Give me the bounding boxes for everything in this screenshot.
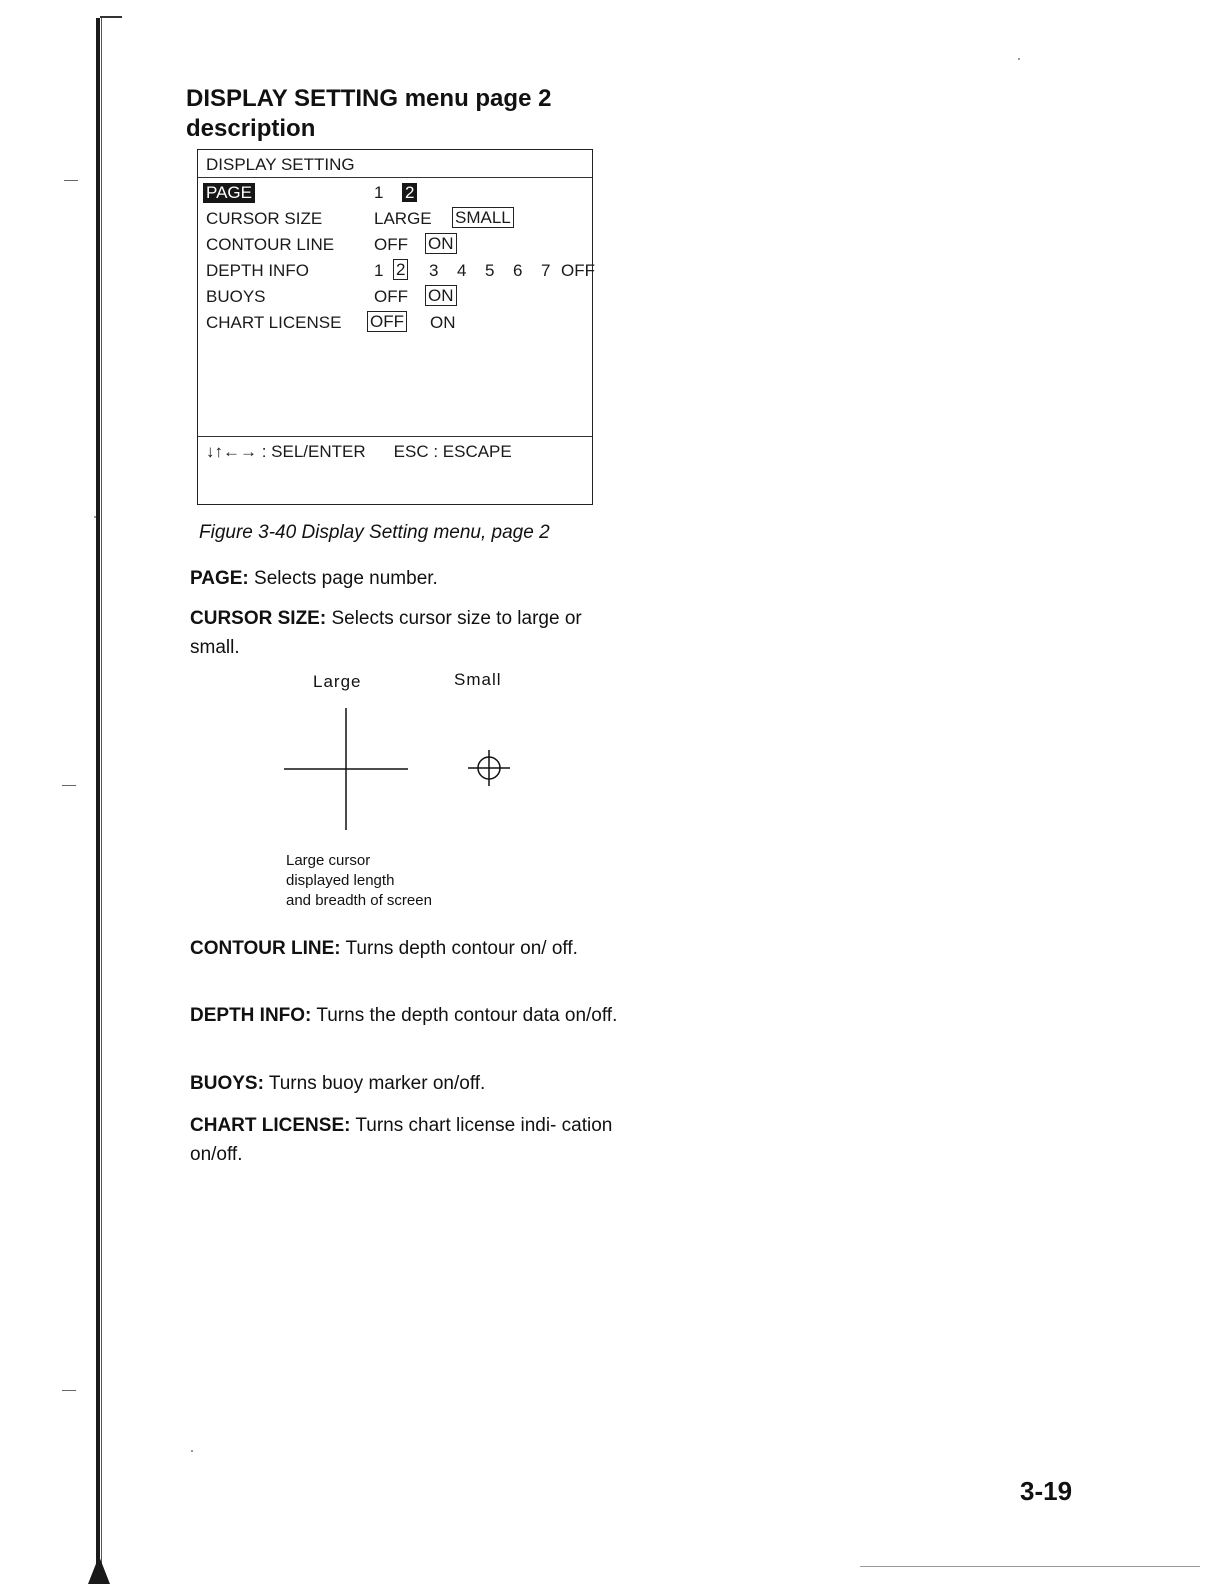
menu-row-label: CHART LICENSE [206,313,342,332]
menu-row-depth-info[interactable] [206,259,594,283]
binding-edge [96,18,100,1570]
description-depth-info [190,1001,620,1030]
cursor-size-illustration [270,700,530,836]
chart-license-option-off[interactable]: OFF [367,311,407,332]
depth-info-option-5[interactable]: 5 [485,261,495,280]
depth-info-option-7[interactable]: 7 [541,261,551,280]
menu-title-divider [198,177,592,178]
menu-row-label: CONTOUR LINE [206,235,335,254]
display-setting-menu [197,149,593,505]
description-text: Turns chart license indi- cation on/off. [190,1115,613,1165]
bottom-edge-line [860,1566,1200,1567]
scan-speck [94,516,96,518]
description-page [190,564,620,593]
depth-info-option-off[interactable]: OFF [561,261,595,280]
description-buoys [190,1069,620,1098]
page-option-1[interactable]: 1 [374,183,384,202]
margin-tick [64,180,78,181]
note-line: and breadth of screen [286,892,432,909]
description-term: CURSOR SIZE: [190,608,327,629]
depth-info-option-1[interactable]: 1 [374,261,384,280]
note-line: Large cursor [286,852,371,869]
page-number: 3-19 [1020,1476,1073,1506]
description-text: Turns depth contour on/ off. [340,938,578,959]
description-term: CONTOUR LINE: [190,938,341,959]
depth-info-option-4[interactable]: 4 [457,261,467,280]
description-chart-license [190,1111,620,1169]
figure-caption: Figure 3-40 Display Setting menu, page 2 [199,522,550,543]
menu-title: DISPLAY SETTING [206,155,355,174]
small-cursor-label: Small [454,670,502,689]
contour-line-option-off[interactable]: OFF [374,235,408,254]
menu-row-label: BUOYS [206,287,266,306]
margin-tick [62,785,76,786]
page-option-2[interactable]: 2 [402,183,417,202]
binding-edge-shadow [101,18,102,1570]
menu-row-label: PAGE [203,183,255,203]
description-text: Selects page number. [248,568,438,589]
margin-tick [62,1390,76,1391]
section-title: DISPLAY SETTING menu page 2 description [186,85,552,142]
contour-line-option-on[interactable]: ON [425,233,457,254]
depth-info-option-3[interactable]: 3 [429,261,439,280]
description-text: Selects cursor size to large or small. [190,608,582,658]
scan-speck [191,1450,193,1452]
depth-info-option-6[interactable]: 6 [513,261,523,280]
large-cursor-note [286,851,432,911]
description-contour-line [190,934,620,963]
buoys-option-off[interactable]: OFF [374,287,408,306]
cursor-size-option-large[interactable]: LARGE [374,209,432,228]
menu-row-cursor-size[interactable] [206,207,594,231]
description-cursor-size [190,604,620,662]
large-cursor-label: Large [313,672,362,691]
description-term: CHART LICENSE: [190,1115,351,1136]
menu-row-contour-line[interactable] [206,233,594,257]
menu-footer-divider [198,436,592,437]
scan-speck [1018,58,1020,60]
binding-notch [88,1556,110,1584]
menu-row-page[interactable] [206,181,594,205]
binding-scuff [100,16,122,48]
buoys-option-on[interactable]: ON [425,285,457,306]
menu-row-label: CURSOR SIZE [206,209,323,228]
depth-info-option-2[interactable]: 2 [393,259,408,280]
description-term: PAGE: [190,568,249,589]
cursor-size-option-small[interactable]: SMALL [452,207,514,228]
menu-row-buoys[interactable] [206,285,594,309]
menu-row-label: DEPTH INFO [206,261,309,280]
menu-footer [206,442,512,462]
note-line: displayed length [286,872,395,889]
description-term: BUOYS: [190,1073,264,1094]
menu-row-chart-license[interactable] [206,311,594,335]
description-text: Turns buoy marker on/off. [263,1073,486,1094]
footer-nav-hint: ↓↑←→ : SEL/ENTER [206,442,366,461]
chart-license-option-on[interactable]: ON [430,313,456,332]
footer-esc-hint: ESC : ESCAPE [393,442,512,461]
description-term: DEPTH INFO: [190,1005,312,1026]
description-text: Turns the depth contour data on/off. [311,1005,618,1026]
